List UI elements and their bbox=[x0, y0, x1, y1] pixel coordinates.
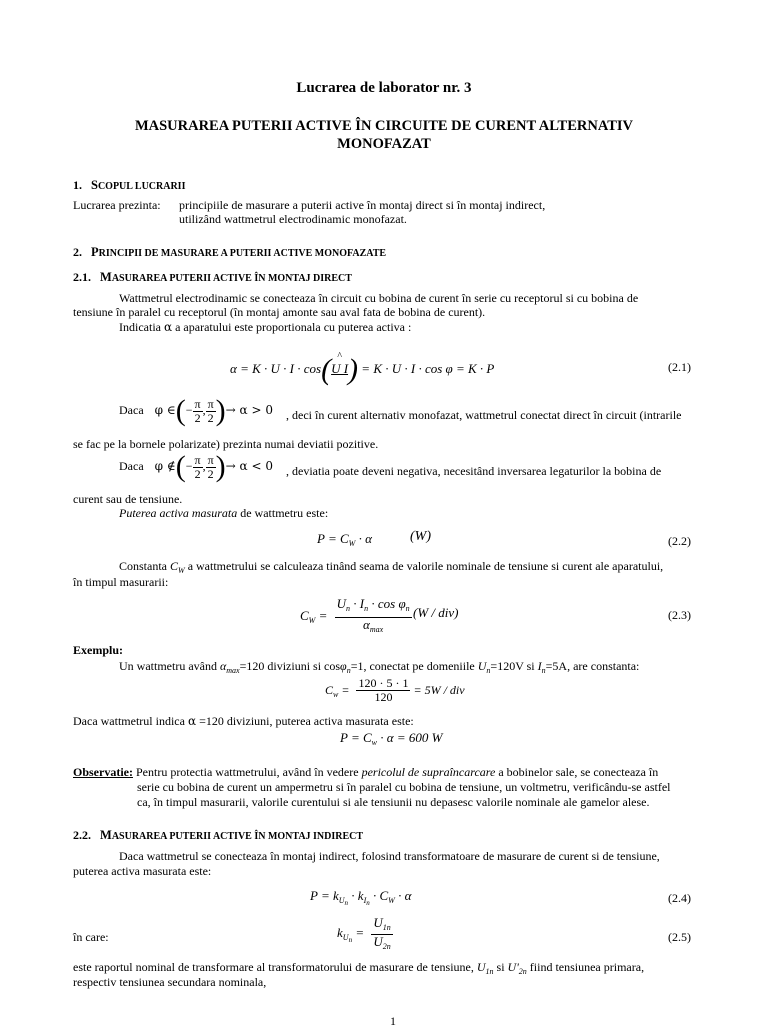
in-care-label: în care: bbox=[73, 930, 109, 944]
condition-2-text: , deviatia poate deveni negativa, necesitând inversarea legaturilor la bobina de bbox=[286, 464, 662, 478]
equation-number-2-5: (2.5) bbox=[668, 930, 691, 944]
hat-argument: ^ U I bbox=[331, 350, 349, 376]
section-title-cap: P bbox=[91, 245, 99, 259]
italic-text: Puterea activa masurata bbox=[119, 506, 238, 520]
document-heading-line1: MASURAREA PUTERII ACTIVE ÎN CIRCUITE DE CURENT ALTERNATIV bbox=[134, 118, 634, 134]
section-1-heading bbox=[73, 178, 185, 193]
condition-1-cont: se fac pe la bornele polarizate) prezinta numai deviatii pozitive. bbox=[73, 437, 379, 451]
equation-2-3: $C_W$ = $\frac{U_n \cdot I_n \cdot \cos \varphi_n}{\alpha_{max}}$ bbox=[300, 596, 410, 634]
section-title-rest: ASURAREA PUTERII ACTIVE ÎN MONTAJ INDIRECT bbox=[111, 831, 364, 842]
equation-2-3-unit: (W / div) bbox=[413, 605, 459, 620]
page-title: Lucrarea de laborator nr. 3 bbox=[296, 80, 472, 96]
condition-1-text: , deci în curent alternativ monofazat, wattmetrul conectat direct în circuit (intrarile bbox=[286, 408, 682, 422]
condition-2-cont: curent sau de tensiune. bbox=[73, 492, 183, 506]
section-number: 2.1. bbox=[73, 270, 91, 284]
equation-number-2-3: (2.3) bbox=[668, 608, 691, 622]
example-equation-2: $P = C_w \cdot \alpha = 600$ W bbox=[340, 730, 443, 747]
text-fragment: Daca bbox=[119, 458, 144, 473]
equation-2-2: $P = C_W \cdot \alpha$ bbox=[317, 531, 372, 548]
section-title-cap: S bbox=[91, 178, 98, 192]
example-label: Exemplu: bbox=[73, 643, 124, 657]
condition-1: Daca φ ∈(− $\frac{\pi}{2}$ , $\frac{\pi}{2}$ )→ α > 0 bbox=[119, 394, 273, 427]
text-fragment: Daca bbox=[119, 402, 144, 417]
paragraph-1-line2: tensiune în paralel cu receptorul (în montaj amonte sau aval fata de bobina de curent). bbox=[73, 305, 486, 319]
section-number: 1. bbox=[73, 178, 82, 192]
observation-line2: serie cu bobina de curent un ampermetru si în paralel cu bobina de tensiune, un voltmetru, verificându-se astfel bbox=[137, 780, 671, 794]
s1-label: Lucrarea prezinta: bbox=[73, 198, 161, 212]
example-line2: Daca wattmetrul indica α =120 diviziuni, puterea activa masurata este: bbox=[73, 714, 414, 728]
document-heading-line2: MONOFAZAT bbox=[337, 136, 431, 152]
s1-line1: principiile de masurare a puterii active în montaj direct si în montaj indirect, bbox=[179, 198, 546, 212]
condition-symbol: φ ∉ bbox=[154, 458, 176, 473]
equation-2-5: $k_{Un}$ = $\frac{U_{1n}}{U_{2n}}$ bbox=[337, 915, 391, 951]
paragraph-5-line1: Daca wattmetrul se conecteaza în montaj indirect, folosind transformatoare de masurare de curent si de tensiune, bbox=[119, 849, 660, 863]
section-number: 2. bbox=[73, 245, 82, 259]
s1-line2: utilizând wattmetrul electrodinamic monofazat. bbox=[179, 212, 407, 226]
equation-2-2-unit: (W) bbox=[410, 529, 431, 544]
section-title-rest: RINCIPII DE MASURARE A PUTERII ACTIVE MONOFAZATE bbox=[98, 248, 387, 259]
text-fragment: a aparatului este proportionala cu puterea activa : bbox=[175, 320, 412, 334]
equation-2-1: α = K · U · I · cos( ^ U I) = K · U · I · cos φ = K · P bbox=[230, 350, 495, 386]
section-title-cap: M bbox=[100, 270, 112, 284]
condition-result: → α < 0 bbox=[225, 458, 273, 473]
equation-lhs: α = K · U · I · cos bbox=[230, 360, 322, 376]
text-fragment: Indicatia bbox=[119, 320, 161, 334]
condition-result: → α > 0 bbox=[225, 402, 273, 417]
paragraph-4-line2: în timpul masurarii: bbox=[73, 575, 169, 589]
equation-number-2-4: (2.4) bbox=[668, 891, 691, 905]
paragraph-5-line2: puterea activa masurata este: bbox=[73, 864, 212, 878]
section-2-heading bbox=[73, 245, 386, 260]
observation-line1: Observatie: Pentru protectia wattmetrului, având în vedere pericolul de supraîncarcare a bobinelor sale, se conecteaza în bbox=[73, 765, 659, 779]
page-number: 1 bbox=[390, 1014, 396, 1028]
equation-number-2-1: (2.1) bbox=[668, 360, 691, 374]
example-line1: Un wattmetru având $\alpha_{max}=120$ diviziuni si cosφ$_n$=1, conectat pe domeniile $U_n=120V$ si $I_n=5A$, are constanta: bbox=[119, 659, 640, 675]
example-equation: $C_w$ = $\frac{120 \cdot 5 \cdot 1}{120}$ = 5W / div bbox=[325, 676, 465, 704]
equation-rhs: = K · U · I · cos φ = K · P bbox=[361, 360, 495, 376]
paragraph-2: Indicatia α a aparatului este proportionala cu puterea activa : bbox=[119, 320, 412, 334]
section-title-rest: COPUL LUCRARII bbox=[97, 181, 186, 192]
condition-2: Daca φ ∉(− $\frac{\pi}{2}$ , $\frac{\pi}{2}$ )→ α < 0 bbox=[119, 450, 273, 483]
paragraph-6-line2: respectiv tensiunea secundara nominala, bbox=[73, 975, 267, 989]
text-fragment: de wattmetru este: bbox=[240, 506, 329, 520]
equation-2-4: $P = k_{Un} \cdot k_{In} \cdot C_W \cdot \alpha$ bbox=[310, 888, 412, 907]
section-title-rest: ASURAREA PUTERII ACTIVE ÎN MONTAJ DIRECT bbox=[111, 273, 352, 284]
paragraph-4-line1: Constanta $C_W$ a wattmetrului se calculeaza tinând seama de valorile nominale de tensiune si curent ale aparatului, bbox=[119, 559, 664, 575]
section-2-2-heading bbox=[73, 828, 363, 843]
equation-number-2-2: (2.2) bbox=[668, 534, 691, 548]
paragraph-1-line1: Wattmetrul electrodinamic se conecteaza în circuit cu bobina de curent în serie cu receptorul si cu bobina de bbox=[119, 291, 639, 305]
paragraph-3 bbox=[119, 506, 328, 521]
observation-line3: ca, în timpul masurarii, valorile curentului si ale tensiunii nu depasesc valorile nominale ale gamelor alese. bbox=[137, 795, 650, 809]
section-title-cap: M bbox=[100, 828, 112, 842]
paragraph-6-line1: este raportul nominal de transformare al transformatorului de masurare de tensiune, $U_{1n}$ si $U'_{2n}$ fiind tensiunea primara, bbox=[73, 960, 645, 976]
condition-symbol: φ ∈ bbox=[154, 402, 176, 417]
observation-label: Observatie: bbox=[73, 765, 133, 779]
section-number: 2.2. bbox=[73, 828, 91, 842]
section-2-1-heading bbox=[73, 270, 352, 285]
